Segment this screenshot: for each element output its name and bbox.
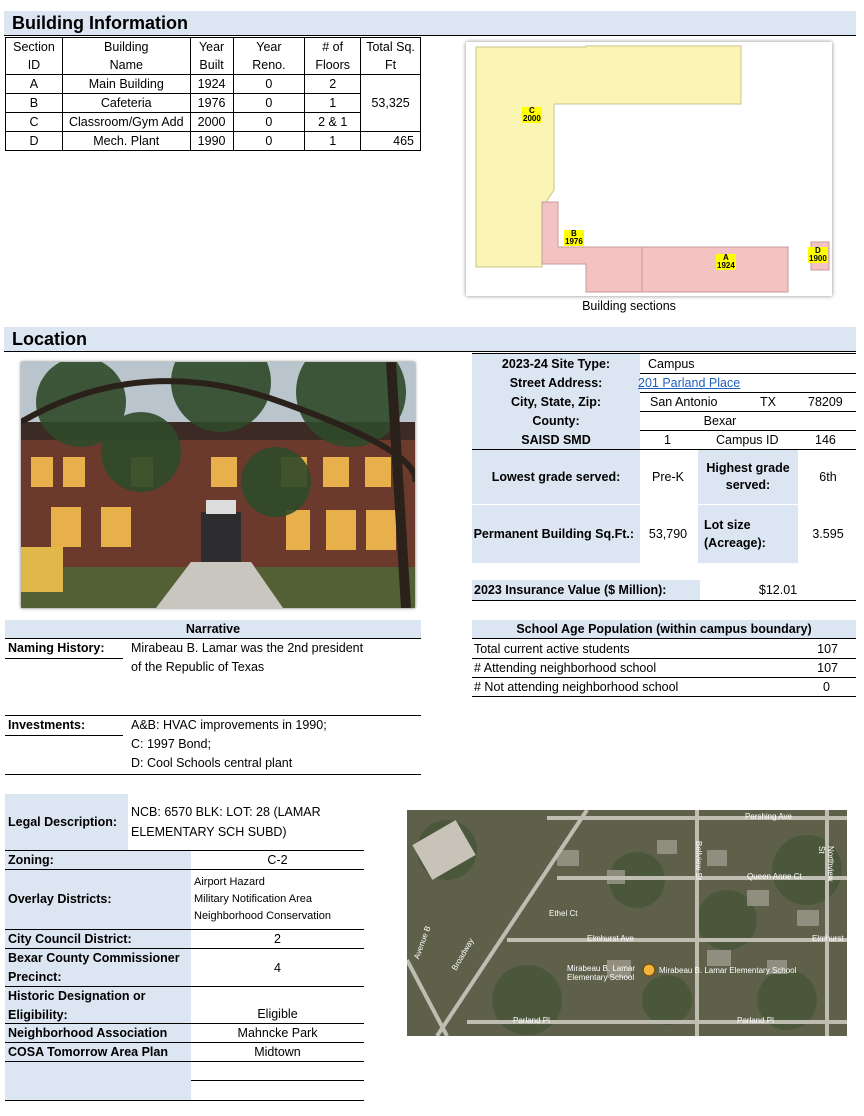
insurance-value: $12.01 — [758, 583, 798, 597]
neighborhood-value: Mahncke Park — [237, 1026, 318, 1040]
col-section-id: Section ID — [6, 38, 63, 75]
site-type-label: 2023-24 Site Type: — [472, 354, 640, 373]
street-label: Bellview St — [694, 840, 704, 881]
street-label: Pershing Ave — [745, 812, 792, 821]
cell-built: 1924 — [190, 75, 233, 94]
cell-id: B — [6, 94, 63, 113]
street-label: Elmhurst Ave — [587, 934, 634, 943]
col-total-sqft: Total Sq. Ft — [361, 38, 421, 75]
school-label: Mirabeau B. Lamar Elementary School — [567, 964, 636, 982]
street-label: Parland Pl — [513, 1016, 550, 1025]
building-b-shape — [542, 202, 788, 292]
cell-name: Mech. Plant — [62, 132, 190, 151]
pop-row-label: # Not attending neighborhood school — [474, 679, 679, 694]
cell-built: 2000 — [190, 113, 233, 132]
legal-description-label: Legal Description: — [5, 794, 128, 850]
investments-line3: D: Cool Schools central plant — [131, 756, 293, 770]
col-floors: # of Floors — [305, 38, 361, 75]
campus-id-value: 146 — [815, 432, 836, 447]
table-row — [6, 75, 421, 94]
site-type-value: Campus — [648, 356, 695, 371]
lot-size-value: 3.595 — [812, 527, 844, 541]
council-label: City Council District: — [8, 932, 132, 946]
pop-row-value: 0 — [823, 679, 830, 694]
smd-value: 1 — [664, 432, 671, 447]
neighborhood-label: Neighborhood Association — [8, 1026, 168, 1040]
street-label: Parland Pl — [737, 1016, 774, 1025]
county-label: County: — [472, 411, 640, 430]
pop-row-label: Total current active students — [474, 641, 630, 656]
street-label: Elmhurst — [812, 934, 844, 943]
cell-id: D — [6, 132, 63, 151]
highest-grade-label: Highest grade served: — [698, 450, 798, 504]
building-info-heading: Building Information — [4, 11, 856, 36]
lowest-grade-value: Pre-K — [652, 470, 684, 484]
city-state-zip-label: City, State, Zip: — [472, 392, 640, 411]
cell-floors: 2 & 1 — [305, 113, 361, 132]
city-value: San Antonio — [650, 394, 718, 409]
bexar-label: Bexar County Commissioner Precinct: — [8, 951, 180, 984]
zoning-label: Zoning: — [8, 853, 54, 867]
col-year-built: Year Built — [190, 38, 233, 75]
col-building-name: Building Name — [62, 38, 190, 75]
building-sections-map — [466, 42, 832, 296]
table-header-row — [6, 38, 421, 75]
naming-history-label: Naming History: — [8, 641, 105, 655]
school-label: Mirabeau B. Lamar Elementary School — [659, 966, 797, 975]
legal-line2: ELEMENTARY SCH SUBD) — [131, 825, 287, 839]
cell-name: Classroom/Gym Add — [62, 113, 190, 132]
cell-floors: 1 — [305, 132, 361, 151]
cell-built: 1990 — [190, 132, 233, 151]
cell-floors: 2 — [305, 75, 361, 94]
pop-row-value: 107 — [817, 660, 838, 675]
historic-label: Historic Designation or Eligibility: — [8, 989, 146, 1022]
street-label: Ethel Ct — [549, 909, 578, 918]
cell-built: 1976 — [190, 94, 233, 113]
lowest-grade-label: Lowest grade served: — [472, 450, 640, 504]
cosa-value: Midtown — [254, 1045, 301, 1059]
naming-history-line1: Mirabeau B. Lamar was the 2nd president — [131, 641, 364, 655]
cell-reno: 0 — [233, 113, 305, 132]
location-heading: Location — [4, 327, 856, 352]
col-year-reno: Year Reno. — [233, 38, 305, 75]
label-d: D 1900 — [809, 246, 827, 263]
cell-reno: 0 — [233, 94, 305, 113]
campus-id-label: Campus ID — [716, 432, 779, 447]
county-value: Bexar — [703, 413, 737, 428]
overlay-label: Overlay Districts: — [8, 892, 112, 906]
narrative-heading: Narrative — [5, 620, 421, 638]
naming-history-line2: of the Republic of Texas — [131, 660, 265, 674]
investments-line1: A&B: HVAC improvements in 1990; — [131, 718, 327, 732]
school-photo — [21, 362, 415, 608]
council-value: 2 — [274, 932, 281, 946]
table-row — [6, 94, 421, 113]
cell-name: Cafeteria — [62, 94, 190, 113]
street-label: Northview St — [817, 846, 835, 882]
insurance-label: 2023 Insurance Value ($ Million): — [472, 580, 700, 600]
overlay-value-3: Neighborhood Conservation — [194, 910, 331, 922]
label-a: A 1924 — [717, 253, 735, 270]
aerial-map — [407, 810, 847, 1036]
street-label: Broadway — [449, 936, 476, 973]
highest-grade-value: 6th — [819, 470, 837, 484]
investments-line2: C: 1997 Bond; — [131, 737, 211, 751]
label-c: C 2000 — [523, 106, 541, 123]
cell-id: C — [6, 113, 63, 132]
population-heading: School Age Population (within campus boundary) — [472, 620, 856, 638]
cell-reno: 0 — [233, 132, 305, 151]
legal-line1: NCB: 6570 BLK: LOT: 28 (LAMAR — [131, 805, 321, 819]
cell-sqft-abc: 53,325 — [361, 75, 421, 132]
street-label: Avenue B — [412, 924, 433, 961]
building-table — [5, 37, 421, 151]
map-caption: Building sections — [582, 299, 676, 313]
zip-value: 78209 — [808, 394, 843, 409]
zoning-value: C-2 — [267, 853, 288, 867]
label-b: B 1976 — [565, 229, 583, 246]
pop-row-label: # Attending neighborhood school — [474, 660, 657, 675]
cell-reno: 0 — [233, 75, 305, 94]
perm-sqft-label: Permanent Building Sq.Ft.: — [472, 505, 640, 563]
investments-label: Investments: — [8, 718, 86, 732]
table-row — [6, 132, 421, 151]
historic-value: Eligible — [257, 1007, 298, 1021]
cosa-label: COSA Tomorrow Area Plan — [8, 1045, 168, 1059]
table-row — [6, 113, 421, 132]
perm-sqft-value: 53,790 — [648, 527, 688, 541]
pop-row-value: 107 — [817, 641, 838, 656]
overlay-value-1: Airport Hazard — [194, 876, 265, 888]
overlay-value-2: Military Notification Area — [194, 893, 312, 905]
cell-id: A — [6, 75, 63, 94]
address-label: Street Address: — [472, 373, 640, 392]
smd-label: SAISD SMD — [472, 430, 640, 449]
bexar-value: 4 — [274, 961, 281, 975]
cell-sqft-d: 465 — [361, 132, 421, 151]
address-link[interactable]: 201 Parland Place — [638, 375, 741, 390]
lot-size-label: Lot size (Acreage): — [698, 505, 798, 563]
street-label: Queen Anne Ct — [747, 872, 802, 881]
state-value: TX — [760, 394, 776, 409]
cell-name: Main Building — [62, 75, 190, 94]
cell-floors: 1 — [305, 94, 361, 113]
building-c-shape — [476, 46, 741, 267]
